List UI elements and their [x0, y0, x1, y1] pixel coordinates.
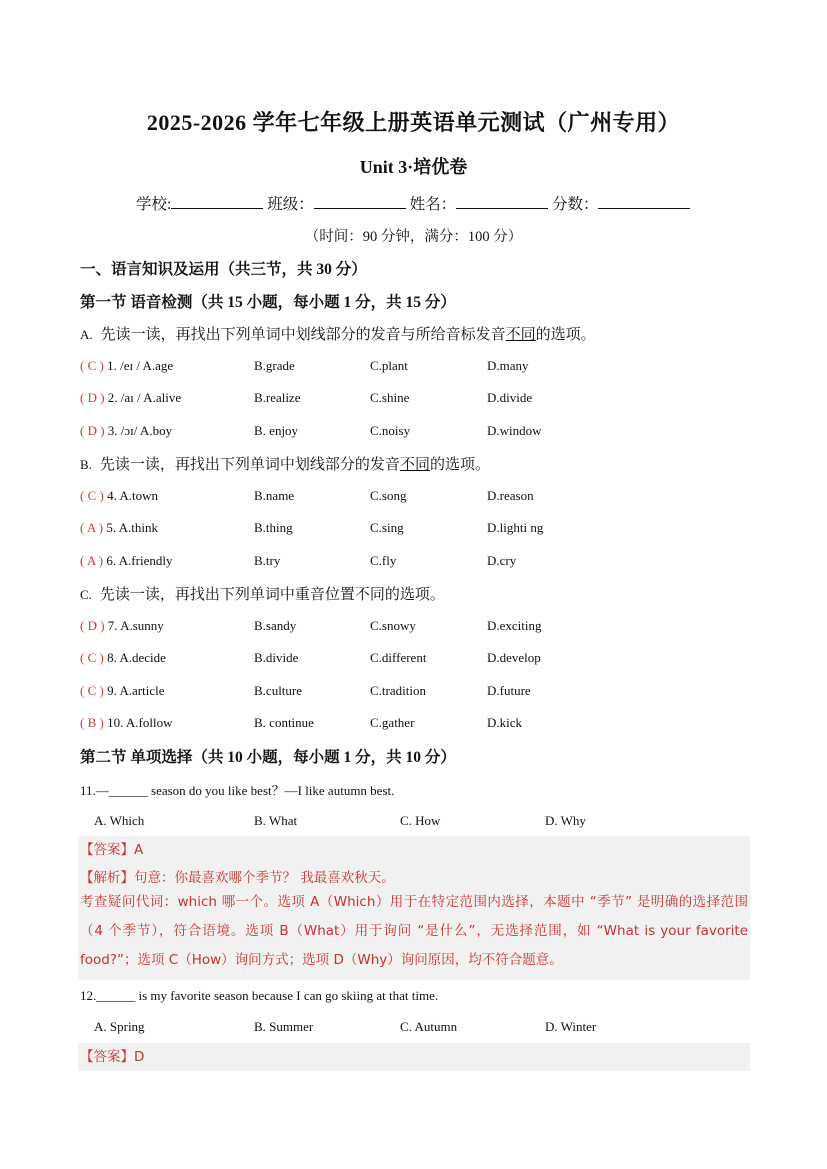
option-c: C.different: [370, 650, 427, 665]
question-stem: 10. A.follow: [107, 715, 173, 730]
instruction-letter: C.: [80, 587, 92, 602]
answer-mark: ( A ): [80, 520, 104, 535]
question-row: [80, 553, 172, 569]
option-d: D.cry: [487, 553, 517, 568]
class-blank[interactable]: [314, 192, 406, 209]
section1-heading: 第一节 语音检测（共 15 小题，每小题 1 分，共 15 分）: [80, 294, 456, 311]
question-row: [80, 358, 173, 374]
instruction-a: A. 先读一读，再找出下列单词中划线部分的发音与所给音标发音不同的选项。: [80, 327, 596, 343]
part1-heading: 一、语言知识及运用（共三节，共 30 分）: [80, 261, 367, 278]
option-d: D.many: [487, 358, 529, 373]
explanation-text: 考查疑问代词：which 哪一个。选项 A（Which）用于在特定范围内选择，本题中 “季节” 是明确的选择范围（4 个季节），符合语境。选项 B（What）用于询问 “是什么”，无选择范围，如 “What is your favorite food?”；选项 C（How）询问方式；选项 D（Why）询问原因，均不符合题意。: [80, 894, 748, 968]
question-row: [80, 520, 158, 536]
question-stem: 6. A.friendly: [106, 553, 173, 568]
name-label: 姓名：: [409, 196, 457, 213]
name-blank[interactable]: [456, 192, 548, 209]
section2-heading: 第二节 单项选择（共 10 小题，每小题 1 分，共 10 分）: [80, 749, 456, 766]
question-stem: 5. A.think: [106, 520, 159, 535]
instruction-letter: A.: [80, 327, 93, 342]
answer-mark: ( C ): [80, 358, 104, 373]
answer-text: 【答案】A: [80, 842, 144, 858]
option-b: B. continue: [254, 715, 314, 730]
option-b: B. What: [254, 813, 298, 828]
option-c: C.shine: [370, 390, 410, 405]
option-c: C. Autumn: [400, 1019, 458, 1034]
option-d: D. Winter: [545, 1019, 597, 1034]
question-stem: 2. /aɪ / A.alive: [107, 390, 182, 405]
instruction-c: C. 先读一读，再找出下列单词中重音位置不同的选项。: [80, 587, 445, 603]
question-stem: 7. A.sunny: [107, 618, 164, 633]
option-d: D. Why: [545, 813, 586, 828]
option-b: B. Summer: [254, 1019, 314, 1034]
option-b: B.divide: [254, 650, 299, 665]
question-stem: 9. A.article: [107, 683, 165, 698]
option-d: D.future: [487, 683, 531, 698]
answer-text: 【答案】D: [80, 1049, 145, 1065]
question-stem: 1. /eɪ / A.age: [107, 358, 174, 373]
school-label: 学校:: [136, 196, 172, 213]
answer-mark: ( C ): [80, 488, 104, 503]
option-d: D.exciting: [487, 618, 542, 633]
question-row: [80, 423, 172, 439]
question-stem: 3. /ɔɪ/ A.boy: [107, 423, 173, 438]
school-blank[interactable]: [171, 192, 263, 209]
question-row: [80, 488, 158, 504]
analysis-text: 【解析】句意：你最喜欢哪个季节？ 我最喜欢秋天。: [80, 870, 395, 886]
option-d: D.lighti ng: [487, 520, 544, 535]
option-b: B.grade: [254, 358, 295, 373]
option-c: C.tradition: [370, 683, 426, 698]
option-c: C.plant: [370, 358, 408, 373]
option-c: C.sing: [370, 520, 404, 535]
option-a: A. Which: [94, 813, 145, 828]
option-d: D.kick: [487, 715, 523, 730]
answer-box: [78, 1043, 750, 1071]
page-title: 2025-2026 学年七年级上册英语单元测试（广州专用）: [146, 110, 681, 135]
question-stem: 11.—______ season do you like best？—I like autumn best.: [80, 783, 395, 798]
option-c: C. How: [400, 813, 441, 828]
option-d: D.reason: [487, 488, 534, 503]
unit-subtitle: Unit 3·培优卷: [359, 157, 468, 177]
answer-mark: ( C ): [80, 650, 104, 665]
option-b: B.thing: [254, 520, 293, 535]
answer-mark: ( D ): [80, 423, 105, 438]
question-row: [80, 650, 166, 666]
option-b: B.try: [254, 553, 281, 568]
option-b: B.realize: [254, 390, 301, 405]
score-blank[interactable]: [598, 192, 690, 209]
answer-mark: ( A ): [80, 553, 104, 568]
question-row: [80, 618, 164, 634]
class-label: 班级：: [267, 196, 314, 213]
option-d: D.window: [487, 423, 542, 438]
answer-mark: ( D ): [80, 390, 105, 405]
option-c: C.fly: [370, 553, 397, 568]
option-b: B.name: [254, 488, 295, 503]
option-a: A. Spring: [94, 1019, 145, 1034]
answer-mark: ( D ): [80, 618, 105, 633]
option-d: D.develop: [487, 650, 541, 665]
option-c: C.song: [370, 488, 407, 503]
student-info-line: [136, 192, 690, 214]
question-stem: 12.______ is my favorite season because I can go skiing at that time.: [80, 988, 439, 1003]
option-c: C.noisy: [370, 423, 411, 438]
option-b: B.sandy: [254, 618, 297, 633]
question-row: [80, 683, 165, 699]
question-row: [80, 715, 172, 731]
option-c: C.snowy: [370, 618, 416, 633]
question-row: [80, 390, 181, 406]
instruction-b: B. 先读一读，再找出下列单词中划线部分的发音不同的选项。: [80, 457, 490, 473]
option-b: B.culture: [254, 683, 303, 698]
option-b: B. enjoy: [254, 423, 299, 438]
answer-mark: ( C ): [80, 683, 104, 698]
question-stem: 8. A.decide: [107, 650, 166, 665]
answer-mark: ( B ): [80, 715, 104, 730]
time-note: （时间：90 分钟，满分：100 分）: [304, 229, 523, 245]
question-stem: 4. A.town: [107, 488, 159, 503]
instruction-letter: B.: [80, 457, 92, 472]
option-d: D.divide: [487, 390, 533, 405]
score-label: 分数：: [551, 196, 599, 213]
option-c: C.gather: [370, 715, 415, 730]
